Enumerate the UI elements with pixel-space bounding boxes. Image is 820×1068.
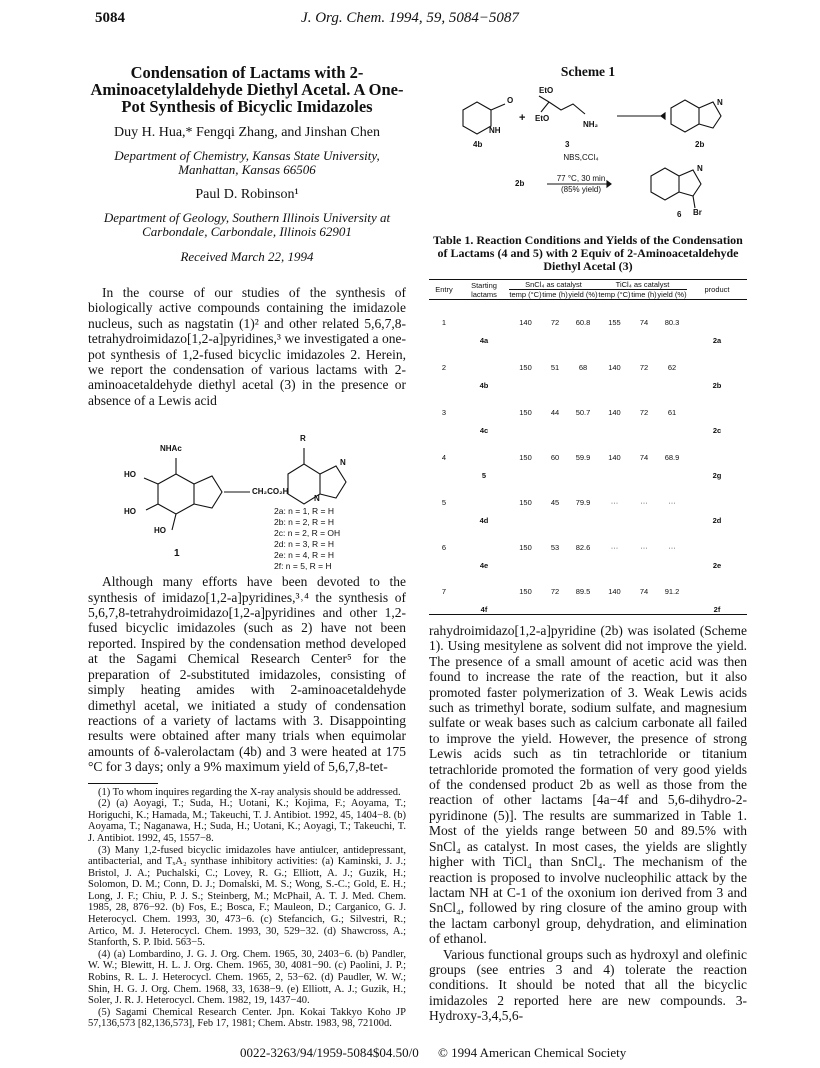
cell-sn-time: 72: [550, 317, 560, 327]
compound-2-labels: [274, 506, 340, 572]
cell-sn-yield: 82.6: [575, 542, 591, 552]
affiliation-1: Department of Chemistry, Kansas State University, Manhattan, Kansas 66506: [114, 148, 380, 177]
ho-label-3: HO: [154, 526, 166, 536]
cell-lactam: 4a: [479, 335, 489, 345]
scheme-label-6: 6: [677, 210, 682, 219]
label-2a: 2a: n = 1, R = H: [274, 506, 335, 517]
label-2b: 2b: n = 2, R = H: [274, 517, 335, 528]
cell-ti-time: 74: [639, 587, 649, 597]
cell-sn-time: 45: [550, 497, 560, 507]
cell-sn-time: 51: [550, 362, 560, 372]
table-row: [429, 435, 747, 480]
footnotes: [88, 787, 406, 1030]
cell-sn-time: 72: [550, 587, 560, 597]
ch2co2h-label: CH₂CO₂H: [252, 487, 289, 497]
cell-entry: 5: [441, 497, 447, 507]
cell-product: 2f: [713, 605, 721, 614]
received-date: Received March 22, 1994: [180, 249, 314, 264]
cell-entry: 2: [441, 362, 447, 372]
compound-1-label: 1: [174, 548, 180, 560]
article-title: Condensation of Lactams with 2-Aminoacetylaldehyde Diethyl Acetal. A One-Pot Synthesis of Bicyclic Imidazoles: [90, 63, 404, 116]
structures-1-2: [88, 414, 406, 572]
table-row: [429, 300, 747, 345]
authors-group-2: Paul D. Robinson¹: [195, 187, 299, 202]
cell-ti-temp: ···: [610, 497, 619, 507]
scheme-title: Scheme 1: [560, 64, 616, 79]
cell-entry: 7: [441, 587, 447, 597]
col-ti-time: time (h): [631, 290, 657, 299]
cell-sn-temp: 150: [519, 362, 532, 372]
cell-product: 2a: [712, 335, 722, 345]
affiliation-2: Department of Geology, Southern Illinois University at Carbondale, Carbondale, Illinois 62901: [103, 210, 391, 239]
scheme-label-3: 3: [565, 140, 570, 149]
structure-1-drawing: [88, 414, 406, 566]
cell-sn-temp: 140: [519, 317, 532, 327]
cell-ti-temp: 140: [608, 362, 621, 372]
cell-sn-yield: 89.5: [575, 587, 591, 597]
cell-lactam: 4b: [479, 380, 489, 390]
n-label-2: N: [314, 494, 320, 504]
cell-entry: 1: [441, 317, 447, 327]
scheme-eto-1: EtO: [539, 86, 554, 95]
copyright: © 1994 American Chemical Society: [438, 1045, 627, 1060]
table-row: [429, 345, 747, 390]
article-code: 0022-3263/94/1959-5084$04.50/0: [240, 1045, 419, 1060]
scheme-label-2b-product: 2b: [695, 140, 705, 149]
cell-ti-time: ···: [640, 497, 648, 507]
cell-lactam: 5: [481, 470, 487, 480]
cell-sn-yield: 50.7: [575, 407, 591, 417]
label-2f: 2f: n = 5, R = H: [274, 561, 332, 572]
condition-yield: (85% yield): [560, 185, 601, 194]
col-group-sncl4: SnCl₄ as catalyst: [509, 280, 598, 290]
nhac-label: NHAc: [160, 444, 182, 454]
cell-sn-temp: 150: [519, 452, 532, 462]
col-entry: Entry: [435, 285, 453, 294]
label-2c: 2c: n = 2, R = OH: [274, 528, 341, 539]
table-row: [429, 480, 747, 525]
cell-ti-time: 74: [639, 317, 649, 327]
table-body: [429, 300, 747, 615]
col-group-ticl4: TiCl₄ as catalyst: [598, 280, 687, 290]
cell-ti-yield: 68.9: [664, 452, 680, 462]
cell-sn-yield: 60.8: [575, 317, 591, 327]
reaction-conditions: [549, 152, 613, 195]
cell-ti-yield: 61: [667, 407, 677, 417]
cell-ti-temp: ···: [610, 542, 619, 552]
label-2e: 2e: n = 4, R = H: [274, 550, 335, 561]
cell-sn-time: 60: [550, 452, 560, 462]
cell-ti-temp: 140: [608, 407, 621, 417]
scheme-eto-2: EtO: [535, 114, 550, 123]
cell-product: 2c: [712, 425, 722, 435]
cell-lactam: 4c: [479, 425, 489, 435]
cell-sn-temp: 150: [519, 497, 532, 507]
cell-sn-yield: 79.9: [575, 497, 591, 507]
col-sn-time: time (h): [542, 290, 568, 299]
scheme-nh: NH: [489, 126, 501, 135]
footnote-3: (3) Many 1,2-fused bicyclic imidazoles have antiulcer, antidepressant, antibacterial, and TₓA₂ synthase inhibitory activities: (a) Kaminski, J. J.; Bristol, J. A.; Puchalski, C.; Lovey, R. G.; Elliott, A. J.; Guzik, H.; Solomon, D. M.; Conn, D. J.; Domalski, M. S.; Wong, S.-C.; Gold, E. H.; Long, J. F.; Chiu, P. J. S.; Steinberg, M.; McPhail, A. T. J. Med. Chem. 1985, 28, 876−92. (b) Fos, E.; Bosca, F.; Mauleon, D.; Carganico, G. J. Heterocycl. Chem. 1993, 30, 473−6. (c) Stefancich, G.; Silvestri, R.; Artico, M. J. Heterocycl. Chem. 1993, 30, 529−32. (d) Shawcross, A.; Stanforth, S. P. Ibid. 563−5.: [88, 844, 406, 949]
cell-entry: 6: [441, 542, 447, 552]
scheme-1: [429, 80, 747, 220]
cell-ti-time: 72: [639, 362, 649, 372]
cell-product: 2d: [712, 515, 722, 525]
col-product: product: [704, 285, 730, 294]
n-label-1: N: [340, 458, 346, 468]
results-paragraph: rahydroimidazo[1,2-a]pyridine (2b) was isolated (Scheme 1). Using mesitylene as solvent did not improve the yield. The presence of a small amount of acetic acid was then found to increase the rate of the reaction, but it also promoted faster polymerization of 3. Weak Lewis acids such as trimethyl borate, sodium sulfate, and magnesium sulfate or weak bases such as calcium carbonate all failed to improve the yield. However, the presence of strong Lewis acids such as tin tetrachloride or titanium tetrachloride promoted the formation of very good yields of the condensed product 2b as well as those from the reaction of other lactams [4a−4f and 5,6-dihydro-2-pyridinone (5)]. The results are summarized in Table 1. Most of the yields range between 50 and 89.5% with SnCl₄ as catalyst. In most cases, the yields are slightly higher with TiCl₄ than SnCl₄. The mechanism of the reaction is proposed to involve nucleophilic attack by the lactam NH at C-1 of the oxonium ion derived from 3 and SnCl₄, followed by ring closure of the amino group with the lactam carbonyl group, dehydration, and elimination of ethanol.: [429, 623, 747, 947]
functional-groups-paragraph: Various functional groups such as hydroxyl and olefinic groups (see entries 3 and 4) tolerate the reaction conditions. It should be noted that all the bicyclic imidazoles 2 reported here are new compounds. 3-Hydroxy-3,4,5,6-: [429, 946, 747, 1024]
footnote-5: (5) Sagami Chemical Research Center. Jpn. Kokai Takkyo Koho JP 57,136,573 [82,136,573], Feb 17, 1981; Chem. Abstr. 1983, 98, 72100d.: [88, 1006, 406, 1030]
main-paragraph: Although many efforts have been devoted to the synthesis of imidazo[1,2-a]pyridines,³˒⁴ the synthesis of 5,6,7,8-tetrahydroimidazo[1,2-a]pyridines and other 1,2-fused bicyclic imidazoles (such as 2) have not been reported. Inspired by the condensation method developed at the Sagami Chemical Research Center⁵ for the preparation of 2-substituted imidazoles, consisting of simply heating amides with 2-aminoacetaldehyde dimethyl acetal, we initiated a study of condensation reactions of a variety of lactams with 3. Disappointing results were obtained after many trials when equimolar amounts of δ-valerolactam (4b) and 3 were heated at 175 °C for 3 days; only a 9% maximum yield of 5,6,7,8-tet-: [88, 574, 406, 775]
col-ti-yield: yield (%): [657, 290, 687, 299]
cell-product: 2g: [712, 470, 722, 480]
cell-sn-temp: 150: [519, 587, 532, 597]
col-sn-temp: temp (°C): [509, 290, 542, 299]
scheme-n-2: N: [697, 164, 703, 173]
scheme-o: O: [507, 96, 514, 105]
scheme-nh2: NH₂: [583, 120, 599, 129]
scheme-plus: +: [519, 112, 526, 124]
cell-sn-yield: 59.9: [575, 452, 591, 462]
cell-ti-time: ···: [640, 542, 648, 552]
cell-sn-yield: 68: [578, 362, 588, 372]
cell-ti-time: 72: [639, 407, 649, 417]
cell-sn-time: 53: [550, 542, 560, 552]
col-starting-lactams: Starting lactams: [471, 280, 497, 299]
scheme-n-1: N: [717, 98, 723, 107]
table-caption: Table 1. Reaction Conditions and Yields of the Condensation of Lactams (4 and 5) with 2 Equiv of 2-Aminoacetaldehyde Diethyl Acetal (3): [433, 233, 743, 273]
ho-label-2: HO: [124, 507, 136, 517]
cell-lactam: 4d: [479, 515, 489, 525]
cell-product: 2b: [712, 380, 722, 390]
left-column: [88, 0, 406, 1030]
table-row: [429, 390, 747, 435]
cell-ti-time: 74: [639, 452, 649, 462]
cell-lactam: 4f: [480, 605, 488, 614]
authors-group-1: Duy H. Hua,* Fengqi Zhang, and Jinshan Chen: [114, 125, 380, 140]
intro-paragraph: In the course of our studies of the synthesis of biologically active compounds containing the imidazole nucleus, such as nagstatin (1)² and other related 5,6,7,8-tetrahydroimidazo[1,2-a]pyridines,³ we investigated a one-pot synthesis of 1,2-fused bicyclic imidazoles 2. Herein, we report the condensation of various lactams with 2-aminoacetaldehyde diethyl acetal (3) in the presence or absence of a Lewis acid: [88, 285, 406, 408]
col-ti-temp: temp (°C): [598, 290, 631, 299]
cell-ti-yield: 62: [667, 362, 677, 372]
ho-label-1: HO: [124, 470, 136, 480]
cell-sn-temp: 150: [519, 407, 532, 417]
right-column: [429, 64, 747, 1024]
footnote-rule: [88, 783, 158, 784]
cell-ti-temp: 155: [608, 317, 621, 327]
scheme-label-2b-start: 2b: [515, 179, 525, 188]
label-2d: 2d: n = 3, R = H: [274, 539, 335, 550]
page-number: 5084: [95, 10, 125, 26]
journal-citation: J. Org. Chem. 1994, 59, 5084−5087: [301, 10, 519, 26]
condition-temp-time: 77 °C, 30 min: [556, 174, 606, 183]
cell-lactam: 4e: [479, 560, 489, 570]
cell-ti-temp: 140: [608, 587, 621, 597]
table-row: [429, 525, 747, 570]
condition-reagents: NBS,CCl₄: [563, 153, 599, 162]
scheme-br: Br: [693, 208, 702, 217]
scheme-label-4b: 4b: [473, 140, 483, 149]
footnote-2: (2) (a) Aoyagi, T.; Suda, H.; Uotani, K.; Kojima, F.; Aoyama, T.; Horiguchi, K.; Hamada, M.; Takeuchi, T. J. Antibiot. 1992, 45, 1404−8. (b) Aoyama, T.; Naganawa, H.; Suda, H.; Uotani, K.; Aoyagi, T.; Takeuchi, T. J. Antibiot. 1992, 45, 1557−8.: [88, 798, 406, 844]
table-row: [429, 570, 747, 615]
cell-entry: 3: [441, 407, 447, 417]
r-label: R: [300, 434, 306, 444]
footnote-1: (1) To whom inquires regarding the X-ray analysis should be addressed.: [98, 786, 401, 798]
footnote-4: (4) (a) Lombardino, J. G. J. Org. Chem. 1965, 30, 2403−6. (b) Pandler, W. W.; Blewitt, H. L. J. Org. Chem. 1965, 30, 4081−90. (c) Paolini, J. P.; Robins, R. L. J. Heterocycl. Chem. 1965, 2, 53−62. (d) Paudler, W. W.; Shin, H. G. J. Org. Chem. 1968, 33, 1638−9. (e) Elliott, A. J.; Guzik, H.; Soler, J. R. J. Heterocycl. Chem. 1982, 19, 1437−40.: [88, 948, 406, 1007]
scheme-1-drawing: [429, 80, 747, 220]
col-sn-yield: yield (%): [568, 290, 598, 299]
cell-ti-yield: 91.2: [664, 587, 680, 597]
cell-entry: 4: [441, 452, 447, 462]
cell-product: 2e: [712, 560, 722, 570]
cell-sn-time: 44: [550, 407, 560, 417]
cell-ti-yield: ···: [668, 542, 676, 552]
cell-ti-temp: 140: [608, 452, 621, 462]
table-1: [429, 279, 747, 615]
cell-ti-yield: 80.3: [664, 317, 680, 327]
cell-sn-temp: 150: [519, 542, 532, 552]
cell-ti-yield: ···: [668, 497, 676, 507]
